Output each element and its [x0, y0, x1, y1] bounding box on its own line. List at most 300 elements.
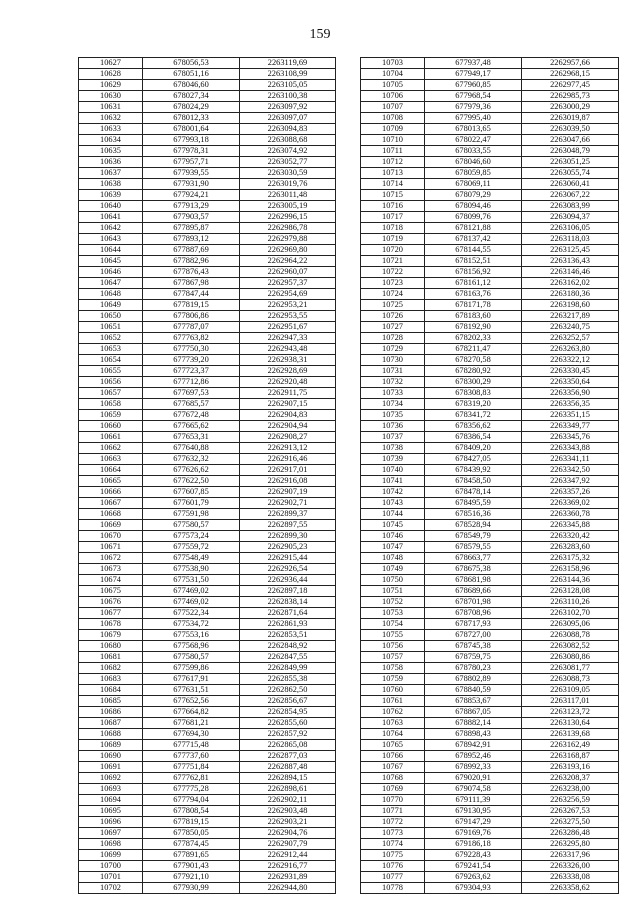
x-coordinate-cell: 677697,53 [143, 388, 240, 399]
table-row [79, 454, 336, 465]
x-coordinate-cell: 678046,60 [425, 157, 522, 168]
point-number-cell: 10720 [361, 245, 425, 256]
point-number-cell: 10627 [79, 58, 143, 69]
y-coordinate-cell: 2263326,00 [522, 861, 619, 872]
point-number-cell: 10749 [361, 564, 425, 575]
point-number-cell: 10659 [79, 410, 143, 421]
table-row [79, 608, 336, 619]
table-row [79, 520, 336, 531]
y-coordinate-cell: 2263080,86 [522, 652, 619, 663]
y-coordinate-cell: 2263097,07 [240, 113, 336, 124]
table-row [361, 619, 619, 630]
point-number-cell: 10632 [79, 113, 143, 124]
x-coordinate-cell: 678386,54 [425, 432, 522, 443]
point-number-cell: 10713 [361, 168, 425, 179]
x-coordinate-cell: 679241,54 [425, 861, 522, 872]
point-number-cell: 10756 [361, 641, 425, 652]
x-coordinate-cell: 678516,36 [425, 509, 522, 520]
x-coordinate-cell: 677599,86 [143, 663, 240, 674]
table-row [361, 443, 619, 454]
y-coordinate-cell: 2263067,22 [522, 190, 619, 201]
y-coordinate-cell: 2262902,71 [240, 498, 336, 509]
point-number-cell: 10703 [361, 58, 425, 69]
x-coordinate-cell: 678663,77 [425, 553, 522, 564]
point-number-cell: 10744 [361, 509, 425, 520]
x-coordinate-cell: 677665,62 [143, 421, 240, 432]
point-number-cell: 10741 [361, 476, 425, 487]
point-number-cell: 10698 [79, 839, 143, 850]
y-coordinate-cell: 2262969,80 [240, 245, 336, 256]
point-number-cell: 10680 [79, 641, 143, 652]
coordinates-table-left [78, 57, 336, 894]
y-coordinate-cell: 2263019,76 [240, 179, 336, 190]
table-row [361, 311, 619, 322]
point-number-cell: 10734 [361, 399, 425, 410]
table-row [361, 575, 619, 586]
y-coordinate-cell: 2262853,51 [240, 630, 336, 641]
x-coordinate-cell: 677876,43 [143, 267, 240, 278]
point-number-cell: 10777 [361, 872, 425, 883]
table-row [79, 586, 336, 597]
y-coordinate-cell: 2263238,00 [522, 784, 619, 795]
table-row [79, 696, 336, 707]
table-row [79, 795, 336, 806]
y-coordinate-cell: 2262953,55 [240, 311, 336, 322]
point-number-cell: 10661 [79, 432, 143, 443]
y-coordinate-cell: 2263110,26 [522, 597, 619, 608]
point-number-cell: 10670 [79, 531, 143, 542]
x-coordinate-cell: 677580,57 [143, 652, 240, 663]
y-coordinate-cell: 2263081,77 [522, 663, 619, 674]
point-number-cell: 10763 [361, 718, 425, 729]
y-coordinate-cell: 2262861,93 [240, 619, 336, 630]
table-row [79, 190, 336, 201]
y-coordinate-cell: 2263136,43 [522, 256, 619, 267]
table-row [79, 806, 336, 817]
x-coordinate-cell: 678121,88 [425, 223, 522, 234]
table-row [79, 619, 336, 630]
x-coordinate-cell: 678427,05 [425, 454, 522, 465]
y-coordinate-cell: 2263322,12 [522, 355, 619, 366]
y-coordinate-cell: 2263356,35 [522, 399, 619, 410]
y-coordinate-cell: 2262957,37 [240, 278, 336, 289]
x-coordinate-cell: 679263,62 [425, 872, 522, 883]
x-coordinate-cell: 678059,85 [425, 168, 522, 179]
y-coordinate-cell: 2263052,77 [240, 157, 336, 168]
point-number-cell: 10687 [79, 718, 143, 729]
point-number-cell: 10644 [79, 245, 143, 256]
point-number-cell: 10655 [79, 366, 143, 377]
point-number-cell: 10774 [361, 839, 425, 850]
table-row [361, 828, 619, 839]
table-row [79, 487, 336, 498]
x-coordinate-cell: 678270,58 [425, 355, 522, 366]
point-number-cell: 10719 [361, 234, 425, 245]
y-coordinate-cell: 2263118,03 [522, 234, 619, 245]
x-coordinate-cell: 678202,33 [425, 333, 522, 344]
y-coordinate-cell: 2262898,61 [240, 784, 336, 795]
y-coordinate-cell: 2263011,48 [240, 190, 336, 201]
table-row [79, 256, 336, 267]
point-number-cell: 10674 [79, 575, 143, 586]
y-coordinate-cell: 2263047,66 [522, 135, 619, 146]
x-coordinate-cell: 678013,65 [425, 124, 522, 135]
y-coordinate-cell: 2262985,73 [522, 91, 619, 102]
x-coordinate-cell: 677469,02 [143, 586, 240, 597]
point-number-cell: 10631 [79, 102, 143, 113]
point-number-cell: 10755 [361, 630, 425, 641]
point-number-cell: 10664 [79, 465, 143, 476]
y-coordinate-cell: 2263108,99 [240, 69, 336, 80]
table-row [79, 828, 336, 839]
table-row [79, 630, 336, 641]
x-coordinate-cell: 677617,91 [143, 674, 240, 685]
table-row [361, 113, 619, 124]
y-coordinate-cell: 2263055,74 [522, 168, 619, 179]
x-coordinate-cell: 677939,55 [143, 168, 240, 179]
x-coordinate-cell: 677739,20 [143, 355, 240, 366]
y-coordinate-cell: 2262920,48 [240, 377, 336, 388]
y-coordinate-cell: 2262977,45 [522, 80, 619, 91]
table-row [79, 817, 336, 828]
y-coordinate-cell: 2262954,69 [240, 289, 336, 300]
table-row [79, 641, 336, 652]
point-number-cell: 10660 [79, 421, 143, 432]
x-coordinate-cell: 678708,96 [425, 608, 522, 619]
y-coordinate-cell: 2263019,87 [522, 113, 619, 124]
y-coordinate-cell: 2262943,48 [240, 344, 336, 355]
x-coordinate-cell: 677867,98 [143, 278, 240, 289]
x-coordinate-cell: 677672,48 [143, 410, 240, 421]
point-number-cell: 10641 [79, 212, 143, 223]
y-coordinate-cell: 2263158,96 [522, 564, 619, 575]
table-row [361, 124, 619, 135]
x-coordinate-cell: 678942,91 [425, 740, 522, 751]
point-number-cell: 10630 [79, 91, 143, 102]
y-coordinate-cell: 2262907,19 [240, 487, 336, 498]
table-row [361, 773, 619, 784]
y-coordinate-cell: 2262865,08 [240, 740, 336, 751]
y-coordinate-cell: 2263082,52 [522, 641, 619, 652]
table-row [361, 861, 619, 872]
table-row [361, 663, 619, 674]
x-coordinate-cell: 677806,86 [143, 311, 240, 322]
x-coordinate-cell: 678675,38 [425, 564, 522, 575]
y-coordinate-cell: 2262907,15 [240, 399, 336, 410]
table-row [361, 784, 619, 795]
y-coordinate-cell: 2262986,78 [240, 223, 336, 234]
table-row [361, 542, 619, 553]
coordinates-table-right [360, 57, 619, 894]
table-row [361, 454, 619, 465]
y-coordinate-cell: 2262871,64 [240, 608, 336, 619]
point-number-cell: 10675 [79, 586, 143, 597]
table-row [79, 751, 336, 762]
table-row [79, 498, 336, 509]
table-row [361, 267, 619, 278]
y-coordinate-cell: 2263356,90 [522, 388, 619, 399]
table-row [79, 784, 336, 795]
point-number-cell: 10673 [79, 564, 143, 575]
x-coordinate-cell: 677751,84 [143, 762, 240, 773]
table-row [361, 300, 619, 311]
x-coordinate-cell: 677937,48 [425, 58, 522, 69]
point-number-cell: 10700 [79, 861, 143, 872]
table-row [361, 333, 619, 344]
x-coordinate-cell: 677901,43 [143, 861, 240, 872]
point-number-cell: 10711 [361, 146, 425, 157]
table-row [79, 157, 336, 168]
x-coordinate-cell: 678992,33 [425, 762, 522, 773]
table-row [79, 553, 336, 564]
table-row [79, 718, 336, 729]
table-row [79, 850, 336, 861]
point-number-cell: 10731 [361, 366, 425, 377]
x-coordinate-cell: 678012,33 [143, 113, 240, 124]
table-row [361, 839, 619, 850]
x-coordinate-cell: 678952,46 [425, 751, 522, 762]
x-coordinate-cell: 679130,95 [425, 806, 522, 817]
table-row [79, 663, 336, 674]
y-coordinate-cell: 2263358,62 [522, 883, 619, 894]
y-coordinate-cell: 2262931,89 [240, 872, 336, 883]
point-number-cell: 10634 [79, 135, 143, 146]
y-coordinate-cell: 2263088,73 [522, 674, 619, 685]
y-coordinate-cell: 2263094,37 [522, 212, 619, 223]
table-row [79, 300, 336, 311]
point-number-cell: 10770 [361, 795, 425, 806]
x-coordinate-cell: 678853,67 [425, 696, 522, 707]
point-number-cell: 10718 [361, 223, 425, 234]
y-coordinate-cell: 2263263,80 [522, 344, 619, 355]
y-coordinate-cell: 2263252,57 [522, 333, 619, 344]
table-row [79, 58, 336, 69]
table-row [79, 289, 336, 300]
point-number-cell: 10681 [79, 652, 143, 663]
table-row [79, 465, 336, 476]
table-row [79, 432, 336, 443]
table-row [361, 553, 619, 564]
y-coordinate-cell: 2263341,11 [522, 454, 619, 465]
table-row [79, 729, 336, 740]
x-coordinate-cell: 677559,72 [143, 542, 240, 553]
x-coordinate-cell: 679111,39 [425, 795, 522, 806]
y-coordinate-cell: 2263175,32 [522, 553, 619, 564]
point-number-cell: 10761 [361, 696, 425, 707]
y-coordinate-cell: 2263109,05 [522, 685, 619, 696]
table-row [361, 91, 619, 102]
x-coordinate-cell: 679169,76 [425, 828, 522, 839]
point-number-cell: 10740 [361, 465, 425, 476]
point-number-cell: 10635 [79, 146, 143, 157]
x-coordinate-cell: 677787,07 [143, 322, 240, 333]
table-row [79, 564, 336, 575]
table-row [361, 872, 619, 883]
table-row [79, 685, 336, 696]
y-coordinate-cell: 2263330,45 [522, 366, 619, 377]
y-coordinate-cell: 2262912,44 [240, 850, 336, 861]
y-coordinate-cell: 2263095,06 [522, 619, 619, 630]
table-row [361, 531, 619, 542]
point-number-cell: 10715 [361, 190, 425, 201]
table-row [79, 124, 336, 135]
x-coordinate-cell: 678069,11 [425, 179, 522, 190]
point-number-cell: 10668 [79, 509, 143, 520]
y-coordinate-cell: 2262897,18 [240, 586, 336, 597]
table-row [361, 608, 619, 619]
y-coordinate-cell: 2263048,79 [522, 146, 619, 157]
y-coordinate-cell: 2263083,99 [522, 201, 619, 212]
y-coordinate-cell: 2262857,92 [240, 729, 336, 740]
x-coordinate-cell: 678759,75 [425, 652, 522, 663]
y-coordinate-cell: 2262899,37 [240, 509, 336, 520]
y-coordinate-cell: 2263030,59 [240, 168, 336, 179]
table-row [361, 432, 619, 443]
point-number-cell: 10663 [79, 454, 143, 465]
y-coordinate-cell: 2263345,76 [522, 432, 619, 443]
x-coordinate-cell: 678528,94 [425, 520, 522, 531]
y-coordinate-cell: 2263267,53 [522, 806, 619, 817]
x-coordinate-cell: 677573,24 [143, 531, 240, 542]
x-coordinate-cell: 677694,30 [143, 729, 240, 740]
point-number-cell: 10686 [79, 707, 143, 718]
table-row [79, 267, 336, 278]
y-coordinate-cell: 2263144,36 [522, 575, 619, 586]
x-coordinate-cell: 679304,93 [425, 883, 522, 894]
y-coordinate-cell: 2262903,48 [240, 806, 336, 817]
point-number-cell: 10733 [361, 388, 425, 399]
x-coordinate-cell: 677762,81 [143, 773, 240, 784]
y-coordinate-cell: 2262899,30 [240, 531, 336, 542]
x-coordinate-cell: 678356,62 [425, 421, 522, 432]
point-number-cell: 10764 [361, 729, 425, 740]
point-number-cell: 10645 [79, 256, 143, 267]
y-coordinate-cell: 2262904,76 [240, 828, 336, 839]
x-coordinate-cell: 678192,90 [425, 322, 522, 333]
table-row [79, 366, 336, 377]
table-row [361, 487, 619, 498]
y-coordinate-cell: 2263005,19 [240, 201, 336, 212]
table-row [361, 718, 619, 729]
y-coordinate-cell: 2263123,72 [522, 707, 619, 718]
y-coordinate-cell: 2262908,27 [240, 432, 336, 443]
point-number-cell: 10637 [79, 168, 143, 179]
y-coordinate-cell: 2263240,75 [522, 322, 619, 333]
point-number-cell: 10726 [361, 311, 425, 322]
table-row [79, 212, 336, 223]
y-coordinate-cell: 2263343,88 [522, 443, 619, 454]
y-coordinate-cell: 2263369,02 [522, 498, 619, 509]
table-row [361, 806, 619, 817]
table-row [361, 465, 619, 476]
y-coordinate-cell: 2263094,83 [240, 124, 336, 135]
table-row [361, 289, 619, 300]
x-coordinate-cell: 677850,05 [143, 828, 240, 839]
x-coordinate-cell: 678478,14 [425, 487, 522, 498]
point-number-cell: 10723 [361, 278, 425, 289]
y-coordinate-cell: 2262849,99 [240, 663, 336, 674]
y-coordinate-cell: 2263119,69 [240, 58, 336, 69]
point-number-cell: 10760 [361, 685, 425, 696]
y-coordinate-cell: 2262903,21 [240, 817, 336, 828]
table-row [79, 69, 336, 80]
table-row [361, 344, 619, 355]
table-row [79, 80, 336, 91]
point-number-cell: 10771 [361, 806, 425, 817]
y-coordinate-cell: 2263162,49 [522, 740, 619, 751]
table-row [361, 498, 619, 509]
y-coordinate-cell: 2262947,33 [240, 333, 336, 344]
point-number-cell: 10667 [79, 498, 143, 509]
x-coordinate-cell: 677931,90 [143, 179, 240, 190]
y-coordinate-cell: 2262926,54 [240, 564, 336, 575]
x-coordinate-cell: 678840,59 [425, 685, 522, 696]
table-row [361, 190, 619, 201]
table-row [79, 597, 336, 608]
x-coordinate-cell: 678439,92 [425, 465, 522, 476]
y-coordinate-cell: 2263357,26 [522, 487, 619, 498]
table-row [361, 223, 619, 234]
point-number-cell: 10628 [79, 69, 143, 80]
table-row [361, 641, 619, 652]
point-number-cell: 10696 [79, 817, 143, 828]
x-coordinate-cell: 678152,51 [425, 256, 522, 267]
y-coordinate-cell: 2263208,37 [522, 773, 619, 784]
x-coordinate-cell: 678549,79 [425, 531, 522, 542]
y-coordinate-cell: 2262938,31 [240, 355, 336, 366]
point-number-cell: 10717 [361, 212, 425, 223]
table-row [361, 586, 619, 597]
x-coordinate-cell: 678027,34 [143, 91, 240, 102]
point-number-cell: 10709 [361, 124, 425, 135]
x-coordinate-cell: 678867,05 [425, 707, 522, 718]
point-number-cell: 10699 [79, 850, 143, 861]
point-number-cell: 10766 [361, 751, 425, 762]
x-coordinate-cell: 677960,85 [425, 80, 522, 91]
table-row [79, 234, 336, 245]
point-number-cell: 10633 [79, 124, 143, 135]
point-number-cell: 10738 [361, 443, 425, 454]
point-number-cell: 10728 [361, 333, 425, 344]
x-coordinate-cell: 677601,79 [143, 498, 240, 509]
point-number-cell: 10742 [361, 487, 425, 498]
point-number-cell: 10678 [79, 619, 143, 630]
x-coordinate-cell: 678022,47 [425, 135, 522, 146]
point-number-cell: 10752 [361, 597, 425, 608]
x-coordinate-cell: 678319,20 [425, 399, 522, 410]
table-row [79, 388, 336, 399]
y-coordinate-cell: 2262968,15 [522, 69, 619, 80]
point-number-cell: 10640 [79, 201, 143, 212]
x-coordinate-cell: 678056,53 [143, 58, 240, 69]
x-coordinate-cell: 678046,60 [143, 80, 240, 91]
table-row [79, 135, 336, 146]
y-coordinate-cell: 2262877,03 [240, 751, 336, 762]
table-row [79, 333, 336, 344]
y-coordinate-cell: 2263125,45 [522, 245, 619, 256]
x-coordinate-cell: 677715,48 [143, 740, 240, 751]
table-row [79, 839, 336, 850]
point-number-cell: 10657 [79, 388, 143, 399]
table-row [361, 80, 619, 91]
y-coordinate-cell: 2262848,92 [240, 641, 336, 652]
y-coordinate-cell: 2262936,44 [240, 575, 336, 586]
table-row [361, 366, 619, 377]
x-coordinate-cell: 677548,49 [143, 553, 240, 564]
y-coordinate-cell: 2263286,48 [522, 828, 619, 839]
point-number-cell: 10638 [79, 179, 143, 190]
point-number-cell: 10647 [79, 278, 143, 289]
